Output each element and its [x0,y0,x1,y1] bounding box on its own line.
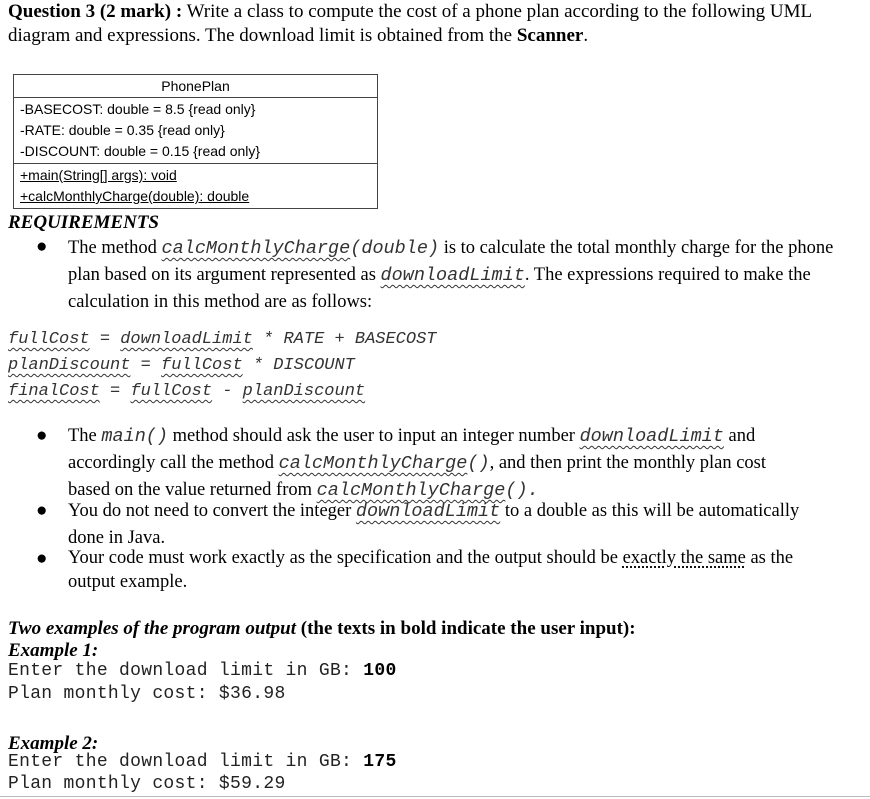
bottom-divider [0,796,870,797]
requirement-1 [68,235,858,315]
expression-line [8,378,437,404]
code-calc-monthly-charge: calcMonthlyCharge [316,480,506,501]
expression-line [8,326,437,352]
expr-op: = [130,356,162,375]
uml-attribute: -BASECOST: double = 8.5 {read only} [20,101,256,117]
example-prompt-line [8,661,397,681]
code-calc-monthly-charge: calcMonthlyCharge [278,453,468,474]
requirement-2 [68,423,798,504]
req-text: The [68,426,102,446]
uml-attribute: -DISCOUNT: double = 0.15 {read only} [20,143,261,159]
example-user-input: 100 [363,661,397,681]
expr-operand: planDiscount [242,382,366,401]
req-text: as the output example. [68,548,794,592]
code-main: main() [101,426,169,447]
code-parens: () [467,453,490,474]
requirements-heading: REQUIREMENTS [8,212,159,233]
req-text: The method [68,238,162,258]
code-parens: (). [505,480,539,501]
code-download-limit: downloadLimit [579,426,724,447]
question-text: Write a class to compute the cost of a phone plan according to the following UML diagram and expressions. The download limit is obtained from the [8,1,812,46]
scanner-keyword: Scanner [516,25,584,46]
example-result: Plan monthly cost: $59.29 [8,774,286,794]
uml-class-name: PhonePlan [161,78,230,94]
expr-operand: fullCost [130,382,213,401]
examples-heading-rest: (the texts in bold indicate the user input): [296,618,636,639]
uml-method: +main(String[] args): void [20,167,177,183]
req-text: . The expressions required to make the calculation in this method are as follows: [68,265,811,312]
req-text: , and then print the monthly plan cost based on the value returned from [68,453,767,500]
examples-heading [8,618,636,640]
expr-lhs: fullCost [8,330,90,349]
expr-operand: fullCost [161,356,243,375]
uml-methods [14,163,377,208]
expr-op: * [242,356,274,375]
uml-attributes [14,97,377,163]
expr-operand: DISCOUNT [273,356,355,375]
req-text: Your code must work exactly as the specification and the output should be [68,548,623,568]
requirement-3 [68,498,828,551]
uml-method: +calcMonthlyCharge(double): double [20,188,250,204]
code-download-limit: downloadLimit [380,265,525,286]
expr-op: = [99,382,131,401]
code-download-limit: downloadLimit [355,501,501,522]
expressions-block [8,326,437,404]
expr-op: - [212,382,243,401]
expr-operand: RATE + BASECOST [283,330,437,349]
req-text: You do not need to convert the integer [68,501,356,521]
uml-attribute: -RATE: double = 0.35 {read only} [20,122,225,138]
code-param: (double) [350,238,440,259]
req-text: and accordingly call the method [68,426,756,473]
expression-line [8,352,437,378]
example-prompt-line [8,752,397,772]
req-text: is to calculate the total monthly charge for the phone plan based on its argument represented as [68,238,834,285]
expr-op: = [89,330,121,349]
code-calc-monthly-charge: calcMonthlyCharge [161,238,351,259]
example-label: Example 1: [8,640,99,661]
question-label: Question 3 (2 mark) : [8,1,183,22]
example-label: Example 2: [8,733,99,754]
expr-operand: downloadLimit [120,330,253,349]
req-text: method should ask the user to input an integer number [168,426,580,446]
example-prompt: Enter the download limit in GB: [8,661,364,681]
example-prompt: Enter the download limit in GB: [8,752,364,772]
uml-class-diagram [13,74,378,209]
bullet-icon: ● [36,425,48,446]
bullet-icon: ● [36,548,48,569]
expr-lhs: planDiscount [8,356,131,375]
example-user-input: 175 [363,752,397,772]
examples-heading-italic: Two examples of the program output [8,618,297,639]
bullet-icon: ● [36,500,48,521]
example-result: Plan monthly cost: $36.98 [8,684,286,704]
emphasis-exactly-same: exactly the same [622,548,746,568]
expr-op: * [252,330,284,349]
bullet-icon: ● [36,236,48,257]
question-period: . [583,25,589,46]
requirement-4 [68,546,828,594]
req-text: to a double as this will be automatically done in Java. [68,501,800,548]
question-prompt [8,0,866,48]
expr-lhs: finalCost [8,382,100,401]
